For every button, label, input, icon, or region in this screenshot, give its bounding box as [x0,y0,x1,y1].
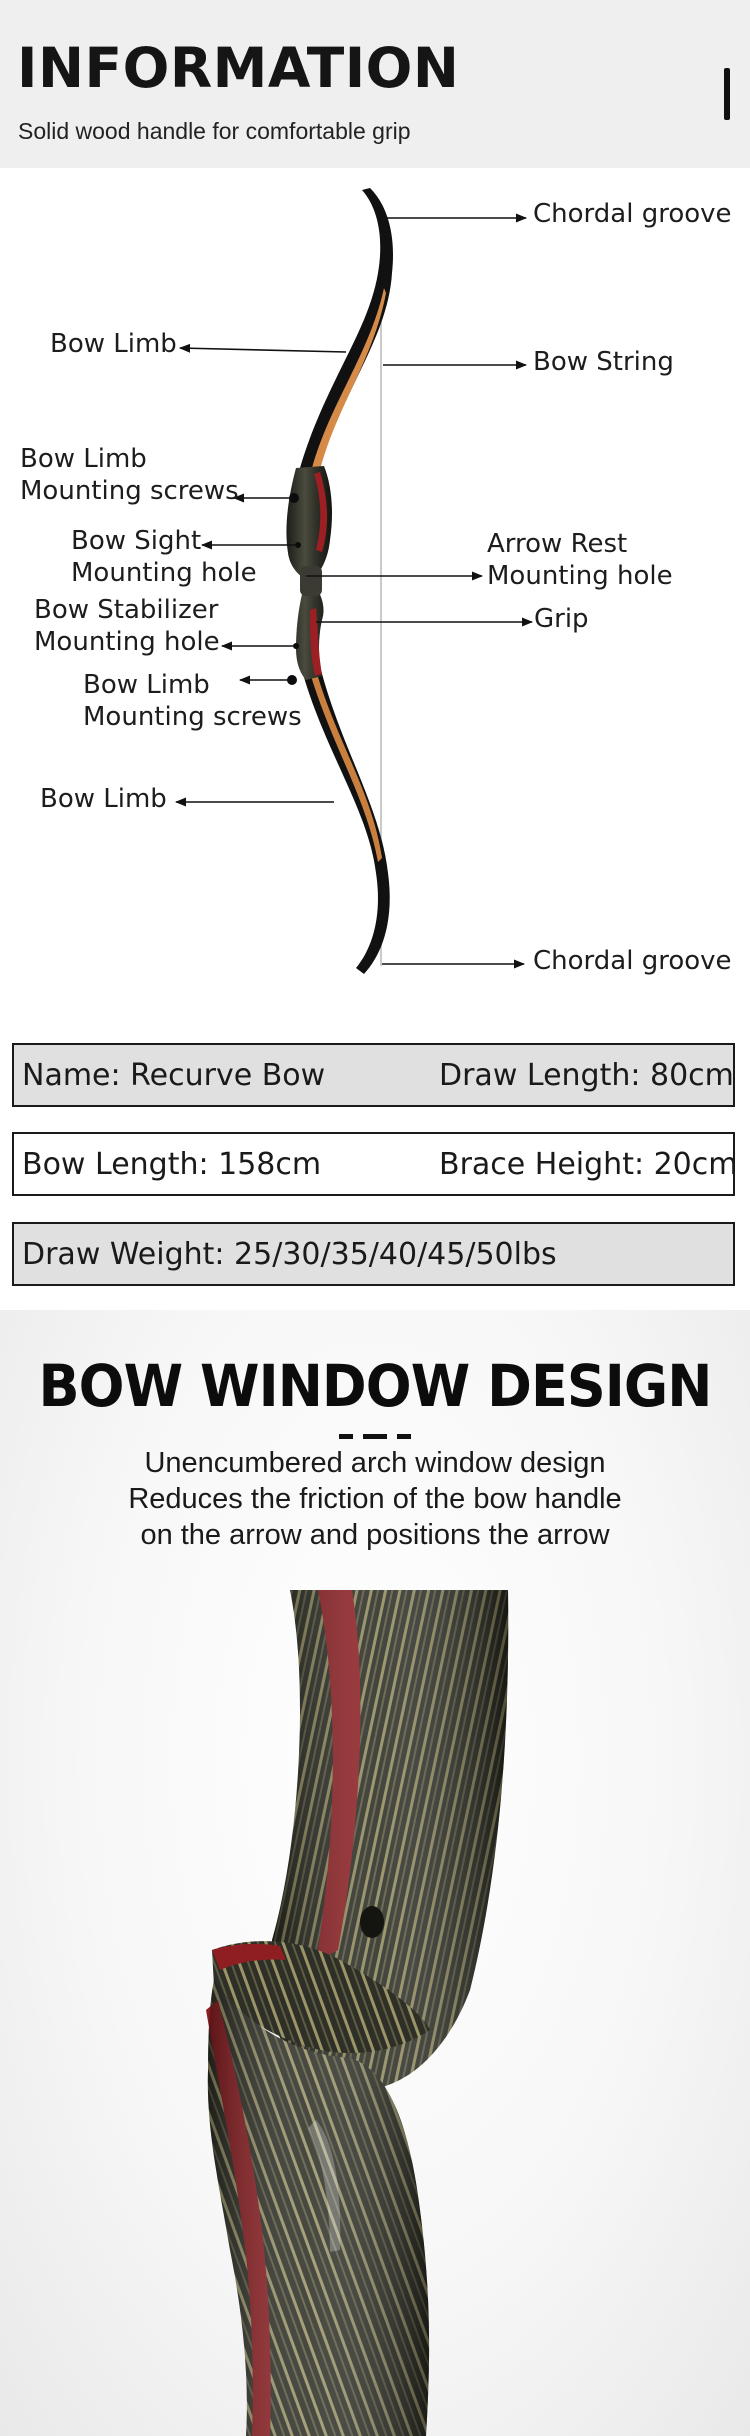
spec-brace-height: Brace Height: 20cm [439,1147,738,1182]
spec-name: Name: Recurve Bow [22,1058,326,1093]
vertical-bar-decoration [724,68,730,120]
window-design-section [0,1310,750,2436]
upper-limb [300,188,393,473]
label-bow-string: Bow String [533,347,674,377]
lower-limb [300,658,390,974]
label-limb-screws-top-line1: Bow Limb [20,444,147,474]
label-arrow-rest-line2: Mounting hole [487,561,673,591]
spec-row-name [12,1043,735,1107]
grip-wrap [300,566,322,596]
spec-row-length [12,1132,738,1196]
bow-diagram [0,168,750,1020]
bow-illustration [0,168,750,1020]
spec-draw-weight: Draw Weight: 25/30/35/40/45/50lbs [22,1237,557,1272]
description-line-2: Reduces the friction of the bow handle [128,1483,622,1515]
description-line-3: on the arrow and positions the arrow [140,1519,610,1551]
label-chordal-groove-top: Chordal groove [533,199,732,229]
label-bow-limb-top: Bow Limb [50,329,177,359]
spec-draw-length: Draw Length: 80cm [439,1058,734,1093]
label-limb-screws-bottom-line2: Mounting screws [83,702,302,732]
label-arrow-rest-line1: Arrow Rest [487,529,628,559]
label-sight-hole-line1: Bow Sight [71,526,202,556]
label-stabilizer-line2: Mounting hole [34,627,220,657]
window-design-title: BOW WINDOW DESIGN [38,1352,712,1420]
label-sight-hole-line2: Mounting hole [71,558,257,588]
label-stabilizer-line1: Bow Stabilizer [34,595,219,625]
information-header [0,0,750,168]
lower-limb-core [308,663,382,862]
label-grip: Grip [534,604,589,634]
rest-mounting-hole [360,1906,384,1938]
label-limb-screws-top-line2: Mounting screws [20,476,239,506]
spec-row-weight [12,1222,735,1286]
page-title: INFORMATION [17,36,460,100]
label-limb-screws-bottom-line1: Bow Limb [83,670,210,700]
riser-closeup-illustration [0,1310,750,2436]
label-chordal-groove-bottom: Chordal groove [533,946,732,976]
description-line-1: Unencumbered arch window design [144,1447,606,1479]
label-bow-limb-bottom: Bow Limb [40,784,167,814]
leader-bow-limb-top [180,348,346,352]
page-subtitle: Solid wood handle for comfortable grip [18,118,411,144]
spec-bow-length: Bow Length: 158cm [22,1147,322,1182]
